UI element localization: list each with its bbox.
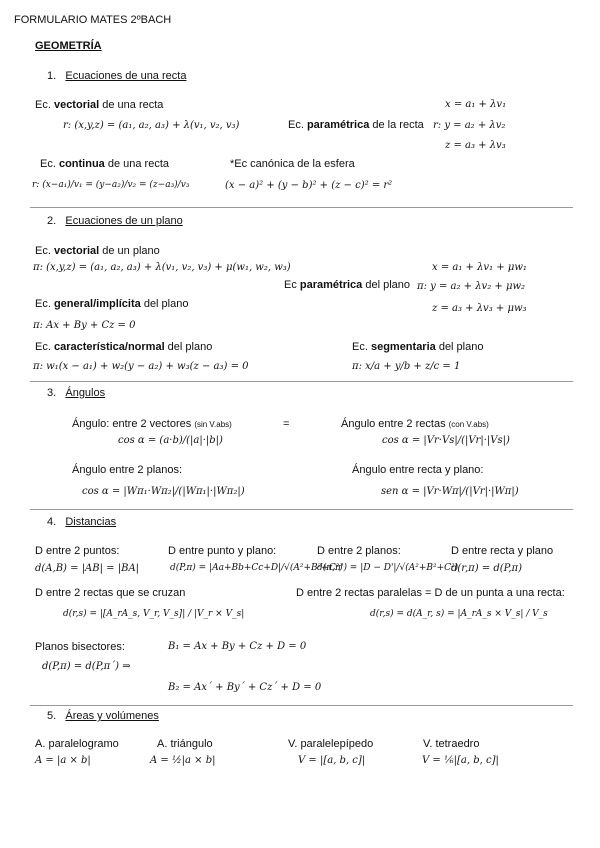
s2-title: Ecuaciones de un plano (65, 215, 183, 227)
label-post: del plano (164, 341, 213, 353)
s3-equals: = (283, 418, 290, 430)
s3-rp-label: Ángulo entre recta y plano: (352, 464, 484, 476)
s5-pped-eq: V = |[a, b, c]| (298, 755, 366, 766)
s3-rr-eq: cos α = |Vr·Vs|/(|Vr|·|Vs|) (382, 435, 510, 446)
s3-heading (47, 387, 105, 399)
section-title: GEOMETRÍA (35, 40, 102, 52)
divider (30, 509, 573, 510)
label-pre: Ec. (35, 341, 54, 353)
s2-segmentaria-label (352, 341, 483, 353)
document-header: FORMULARIO MATES 2ºBACH (14, 14, 172, 26)
s2-param-eq3: z = a₃ + λv₃ + μw₃ (432, 303, 527, 314)
s2-general-label (35, 298, 188, 310)
s4-bis-label: Planos bisectores: (35, 641, 125, 653)
s2-param-label (284, 279, 410, 291)
s1-title: Ecuaciones de una recta (65, 70, 187, 82)
label-bold: paramétrica (299, 279, 363, 291)
label-note: (con V.abs) (448, 420, 489, 429)
label-post: de un plano (99, 245, 160, 257)
s5-number: 5. (47, 710, 57, 722)
label-pre: Ec. (352, 341, 371, 353)
s5-tri-label: A. triángulo (157, 738, 213, 750)
divider (30, 381, 573, 382)
s4-rpar-label: D entre 2 rectas paralelas = D de un punta a una recta: (296, 587, 565, 599)
s3-title: Ángulos (65, 387, 106, 399)
s1-param-eq2: r: y = a₂ + λv₂ (433, 120, 506, 131)
s4-title: Distancias (65, 516, 117, 528)
s4-pls-eq: d(π,π') = |D − D'|/√(A²+B²+C²) (317, 563, 459, 573)
label-bold: vectorial (53, 245, 100, 257)
s3-rp-eq: sen α = |Vr·Wπ|/(|Vr|·|Wπ|) (381, 486, 519, 497)
s3-number: 3. (47, 387, 57, 399)
label-post: del plano (435, 341, 484, 353)
s2-caracteristica-label (35, 341, 212, 353)
s1-param-label (288, 119, 424, 131)
label-pre: Ec. (35, 99, 54, 111)
label-post: del plano (362, 279, 410, 291)
label-bold: característica/normal (53, 341, 165, 353)
s2-param-eq1: x = a₁ + λv₁ + μw₁ (432, 262, 527, 273)
s1-continua-eq: r: (x−a₁)/v₁ = (y−a₂)/v₂ = (z−a₃)/v₃ (32, 180, 190, 190)
s1-esfera-label: *Ec canónica de la esfera (230, 158, 355, 170)
label-pre: Ec. (40, 158, 59, 170)
s4-number: 4. (47, 516, 57, 528)
s2-param-eq2: π: y = a₂ + λv₂ + μw₂ (417, 281, 526, 292)
s4-rpl-eq: d(r,π) = d(P,π) (451, 563, 523, 574)
s1-param-eq1: x = a₁ + λv₁ (445, 99, 507, 110)
s3-vv-eq: cos α = (a·b)/(|a|·|b|) (118, 435, 223, 446)
s2-vectorial-label (35, 245, 160, 257)
divider (30, 705, 573, 706)
label-post: del plano (140, 298, 189, 310)
s3-pp-label: Ángulo entre 2 planos: (72, 464, 183, 476)
label-bold: general/implícita (53, 298, 141, 310)
s1-esfera-eq: (x − a)² + (y − b)² + (z − c)² = r² (225, 180, 393, 191)
s4-b2-eq: B₂ = Ax´ + By´ + Cz´ + D = 0 (168, 682, 322, 693)
label-bold: vectorial (53, 99, 100, 111)
s1-vectorial-label (35, 99, 163, 111)
label-post: de una recta (99, 99, 164, 111)
label-bold: continua (58, 158, 105, 170)
s2-vectorial-eq: π: (x,y,z) = (a₁, a₂, a₃) + λ(v₁, v₂, v₃) + μ(w₁, w₂, w₃) (33, 262, 291, 273)
s4-bis-eq: d(P,π) = d(P,π´) ⇒ (42, 661, 131, 672)
s4-rpar-eq: d(r,s) = d(A_r, s) = |A_rA_s × V_s| / V_s (370, 609, 548, 619)
s3-rr-label (341, 418, 489, 430)
s1-number: 1. (47, 70, 57, 82)
label-text: Ángulo entre 2 rectas (341, 418, 446, 430)
label-bold: segmentaria (370, 341, 436, 353)
divider (30, 207, 573, 208)
s5-heading (47, 710, 159, 722)
s5-pped-label: V. paralelepípedo (288, 738, 374, 750)
s5-tet-label: V. tetraedro (423, 738, 480, 750)
s1-heading (47, 70, 186, 82)
label-post: de una recta (104, 158, 170, 170)
s5-par-label: A. paralelogramo (35, 738, 119, 750)
s4-rc-label: D entre 2 rectas que se cruzan (35, 587, 186, 599)
label-pre: Ec (284, 279, 300, 291)
label-note: (sin V.abs) (194, 420, 232, 429)
s4-heading (47, 516, 116, 528)
label-pre: Ec. (35, 245, 54, 257)
s4-ppl-label: D entre punto y plano: (168, 545, 277, 557)
s1-continua-label (40, 158, 169, 170)
s1-param-eq3: z = a₃ + λv₃ (445, 140, 506, 151)
s3-pp-eq: cos α = |Wπ₁·Wπ₂|/(|Wπ₁|·|Wπ₂|) (82, 486, 245, 497)
s2-segmentaria-eq: π: x/a + y/b + z/c = 1 (352, 361, 461, 372)
s4-b1-eq: B₁ = Ax + By + Cz + D = 0 (168, 641, 307, 652)
s3-vv-label (72, 418, 232, 430)
s5-tri-eq: A = ½|a × b| (150, 755, 216, 766)
label-pre: Ec. (35, 298, 54, 310)
label-bold: paramétrica (306, 119, 370, 131)
s4-rpl-label: D entre recta y plano (451, 545, 554, 557)
s5-tet-eq: V = ⅙|[a, b, c]| (422, 755, 499, 766)
s4-pp-eq: d(A,B) = |AB| = |BA| (35, 563, 140, 574)
s2-caracteristica-eq: π: w₁(x − a₁) + w₂(y − a₂) + w₃(z − a₃) = 0 (33, 361, 249, 372)
s5-title: Áreas y volúmenes (65, 710, 159, 722)
s5-par-eq: A = |a × b| (35, 755, 91, 766)
s4-rc-eq: d(r,s) = |[A_rA_s, V_r, V_s]| / |V_r × V_s| (63, 609, 245, 619)
s2-number: 2. (47, 215, 57, 227)
label-text: Ángulo: entre 2 vectores (72, 418, 192, 430)
s1-vectorial-eq: r: (x,y,z) = (a₁, a₂, a₃) + λ(v₁, v₂, v₃) (63, 120, 240, 131)
s2-heading (47, 215, 183, 227)
s4-ppl-eq: d(P,π) = |Aa+Bb+Cc+D|/√(A²+B²+C²) (170, 563, 343, 573)
s2-general-eq: π: Ax + By + Cz = 0 (33, 320, 136, 331)
label-pre: Ec. (288, 119, 307, 131)
label-post: de la recta (369, 119, 424, 131)
s4-pls-label: D entre 2 planos: (317, 545, 401, 557)
s4-pp-label: D entre 2 puntos: (35, 545, 120, 557)
